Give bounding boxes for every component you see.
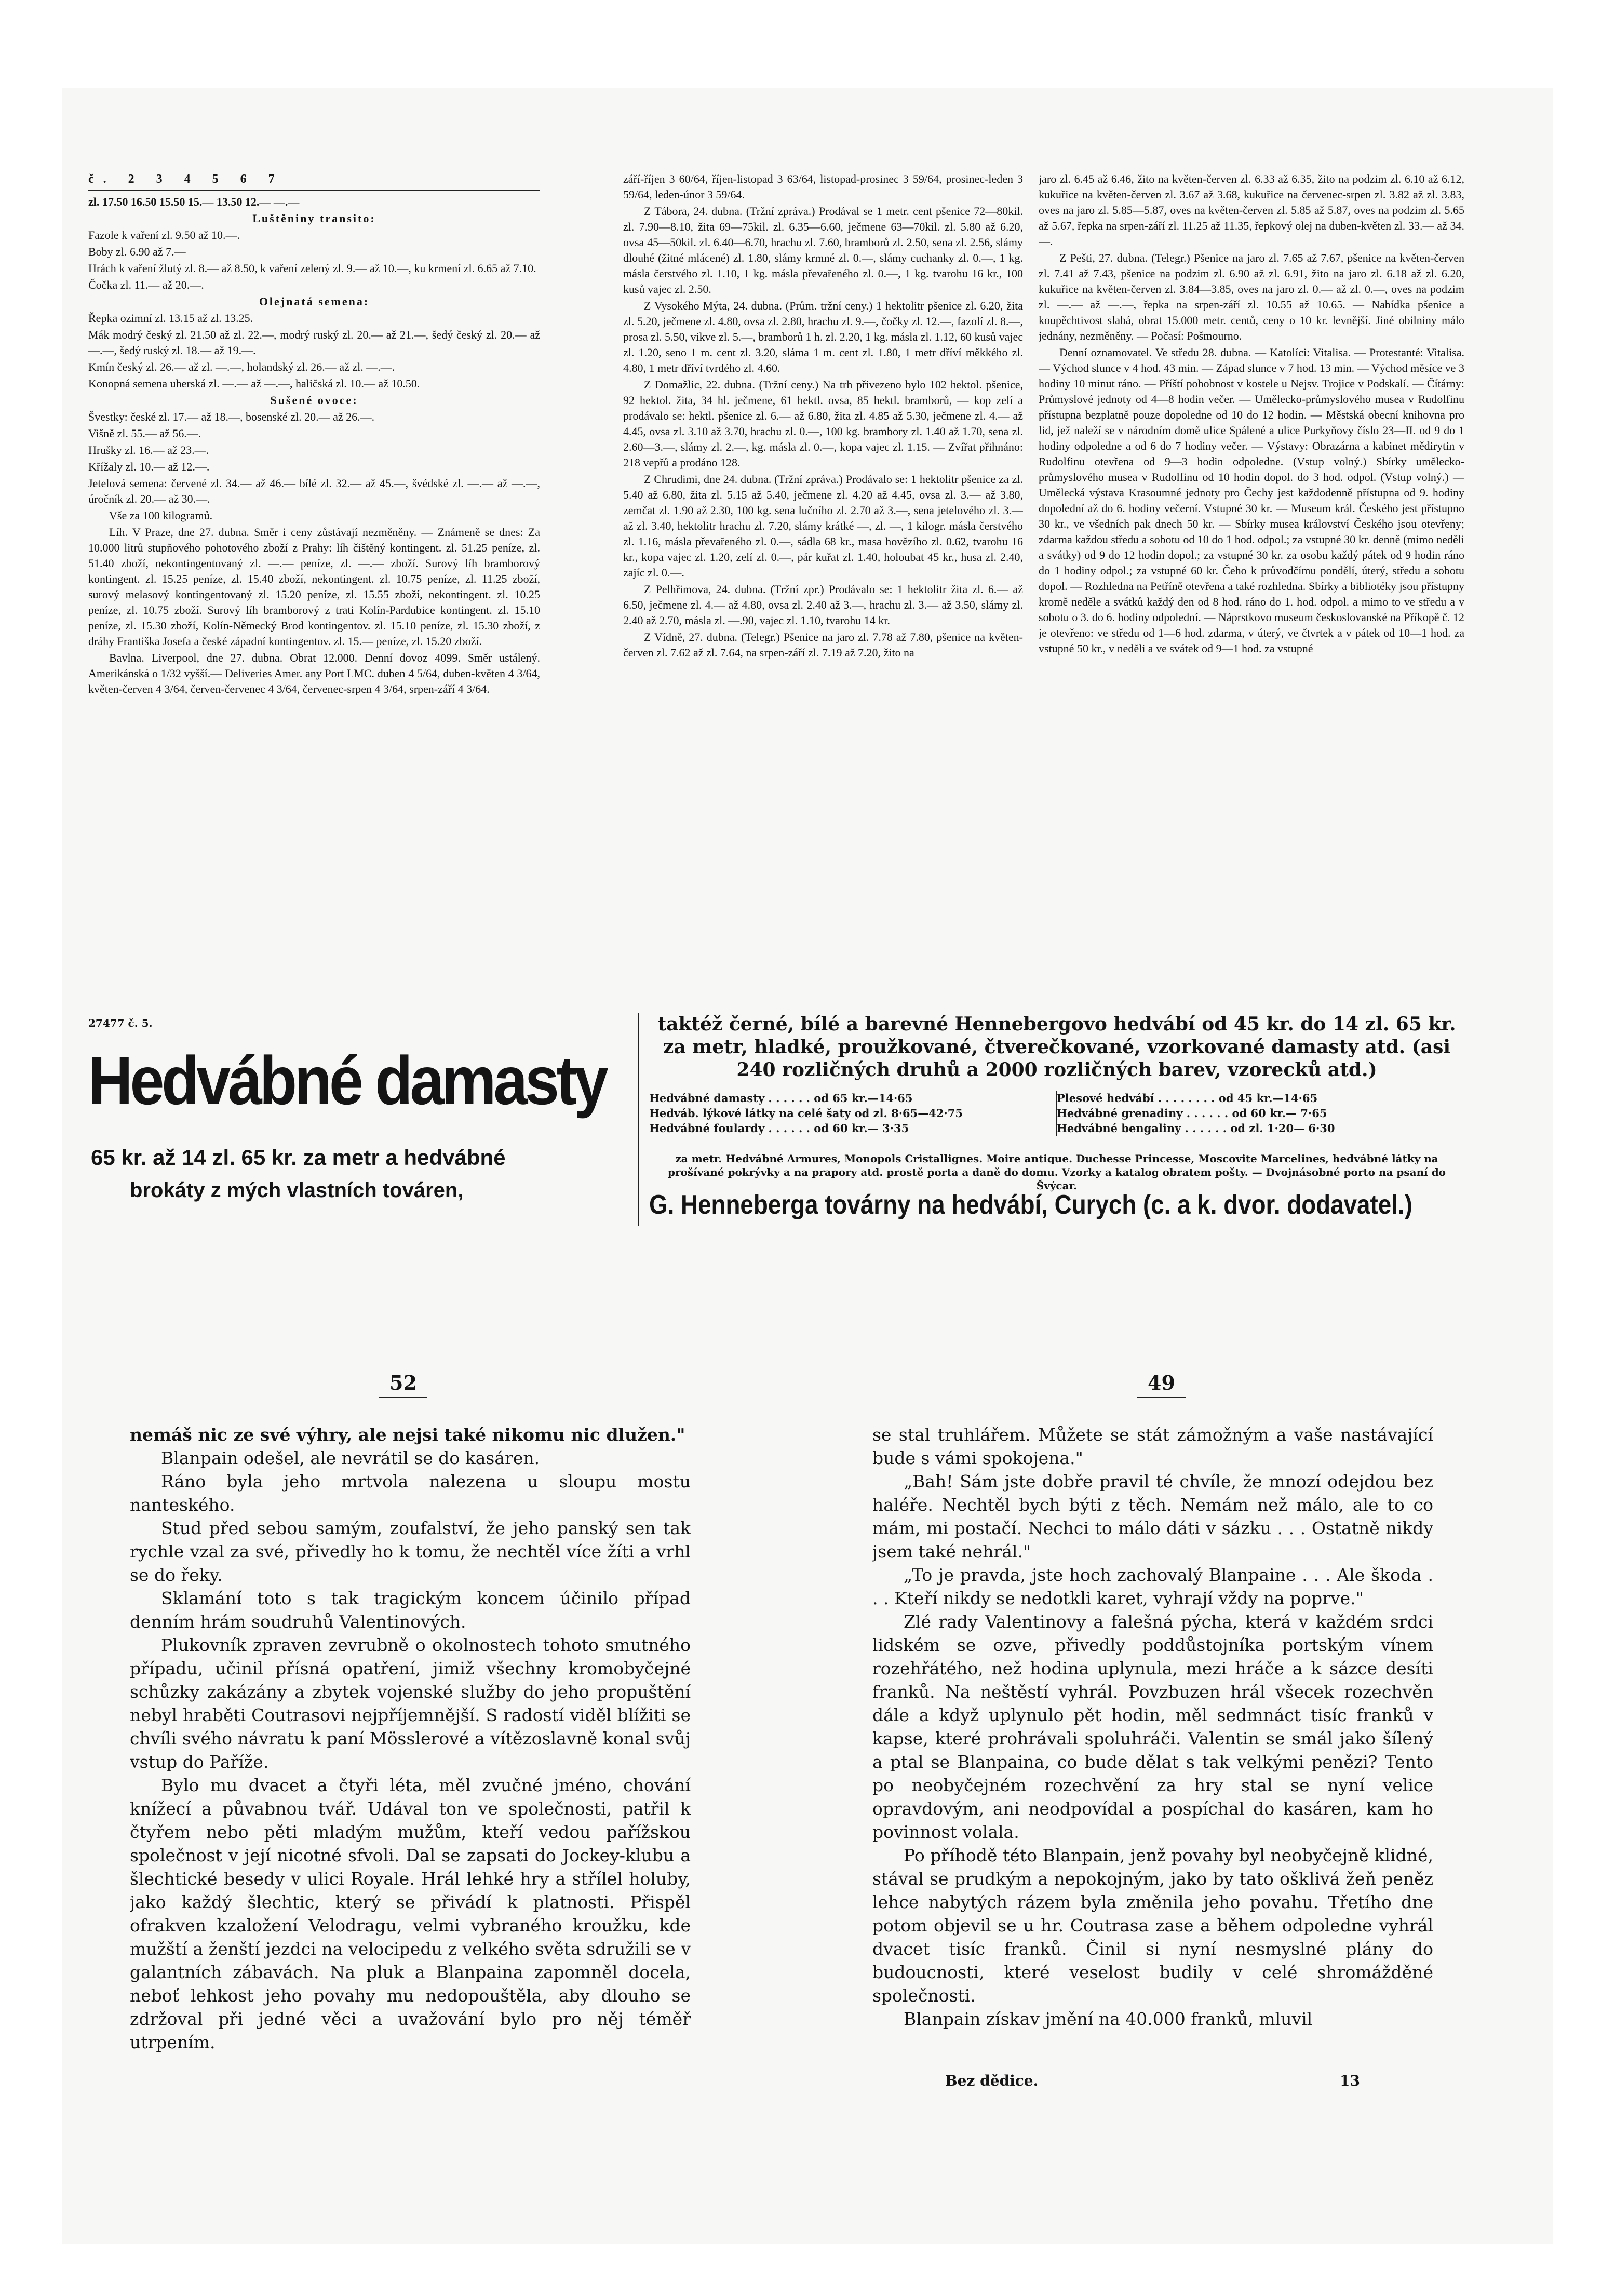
story-paragraph: Po příhodě této Blanpain, jenž povahy byl neobyčejně klidné, stával se prudkým a nepokojným, jako by tato ošklivá žeň peněz lehce nabytých rázem byla změnila jeho povahu. Třetího dne potom objevil se u hr. Coutrasa zase a během odpoledne vyhrál dvacet tisíc franků. Činil si nyní nesmyslné plány do budoucnosti, které veselost budily v celé shromážděné společnosti.: [872, 1845, 1433, 2006]
ad-price-line: 65 kr. až 14 zl. 65 kr. za metr a hedvábné: [91, 1145, 506, 1170]
market-paragraph: Jetelová semena: červené zl. 34.— až 46.— bílé zl. 32.— až 45.—, švédské zl. —.— až —.—, úročník zl. 20.— až 30.—.: [88, 477, 540, 505]
header-rule: [88, 190, 540, 191]
ad-note: za metr. Hedvábné Armures, Monopols Cristallignes. Moire antique. Duchesse Princesse, Moscovite Marcelines, hedvábné látky na prošívané pokrývky a na prapory atd. prostě porta a daně do domu. Vzorky a katalog obratem pošty. — Dvojnásobné porto na psaní do Švýcar.: [667, 1152, 1446, 1192]
market-paragraph: Z Pelhřimova, 24. dubna. (Tržní zpr.) Prodávalo se: 1 hektolitr žita zl. 6.— až 6.50, ječmene zl. 4.— až 4.80, ovsa zl. 2.40 až 3.—, hrachu zl. 3.— až 3.50, slámy zl. 2.40 až 2.70, másla zl. —.90, vajec zl. 1.10, tvarohu 14 kr.: [623, 583, 1023, 627]
story-paragraph: se stal truhlářem. Můžete se stát zámožným a vaše nastávající bude s vámi spokojena.": [872, 1425, 1433, 1468]
market-paragraph: Hrušky zl. 16.— až 23.—.: [88, 444, 209, 456]
ad-company-line: G. Henneberga továrny na hedvábí, Curych (c. a k. dvor. dodavatel.): [649, 1190, 1412, 1220]
market-paragraph: Křížaly zl. 10.— až 12.—.: [88, 460, 210, 473]
ad-number: 27477 č. 5.: [88, 1017, 153, 1029]
market-paragraph: Fazole k vaření zl. 9.50 až 10.—.: [88, 229, 240, 241]
ad-price-table: [649, 1091, 1464, 1136]
market-paragraph: Višně zl. 55.— až 56.—.: [88, 427, 201, 440]
market-paragraph: Denní oznamovatel. Ve středu 28. dubna. — Katolíci: Vitalisa. — Protestanté: Vitalisa. — Východ slunce v 4 hod. 43 min. — Západ slunce v 7 hod. 13 min. — Východ měsíce ve 3 hodiny 10 minut ráno. — Příští pohobnost v kostele u Nejsv. Trojice v Podskalí. — Čítárny: Průmyslové jednoty od 4—8 hodin večer. — Umělecko-průmyslového musea v Rudolfinu přístupna bezplatně pouze dopoledne od 10 do 12 hodin. — Městská obecní knihovna pro lid, jež naleží se v národním domě ulice Spálené a ulice Purkyňovy číslo 23—II. od 9 do 1 hodiny odpoledne a od 6 do 7 hodiny večer. — Výstavy: Obrazárna a kabinet mědirytin v Rudolfinu otevřena od 9—3 hodin odpoledne. (Vstup volný.) Sbírky umělecko-průmyslového musea v Rudolfinu od 10 hodin dopol. do 3 hod. odpol. (Vstup volný.) — Umělecká výstava Krasoumné jednoty pro Čechy jest každodenně přístupna od 9. hodiny dopolední až do 6. hodiny večerní. Vstupné 30 kr. — Museum král. Českého jest přístupno 30 kr., ve všedních pak dnech 50 kr. — Sbírky musea království Českého jsou otevřeny; zdarma každou středu a sobotu od 10 do 1 hod. odpol.; za vstupné 30 kr. denně (mimo neděli a svátky) od 9 do 12 hodin dopol.; za vstupné 30 kr. za osobu každý pátek od 9 hodin ráno do 1 hodiny odpol.; za vstupné 60 kr. Čeho k průvodčímu pondělí, úterý, středu a sobotu dopol. — Rozhledna na Petříně otevřena a také rozhledna. Sbírky a bibliotéky jsou přístupny kromě neděle a svátků každý den od 8 hod. ráno do 1. hod. odpol. a mimo to ve středu a v sobotu o 3. do 6. hodiny odpolední. — Náprstkovo museum českoslovanské na Příkopě č. 12 je otevřeno: ve středu od 1—6 hod. zdarma, v úterý, ve čtvrtek a v pátek od 10—1 hod. za vstupné 50 kr., v neděli a ve svátek od 9—1 hod. za vstupné: [1039, 346, 1464, 655]
ad-lead-text: taktéž černé, bílé a barevné Hennebergovo hedvábí od 45 kr. do 14 zl. 65 kr. za metr, hladké, proužkované, čtverečkované, vzorkované damasty atd. (asi 240 rozličných druhů a 2000 rozličných barev, vzorecků atd.): [657, 1013, 1456, 1081]
market-paragraph: jaro zl. 6.45 až 6.46, žito na květen-červen zl. 6.33 až 6.35, žito na podzim zl. 6.10 až 6.12, kukuřice na květen-červen zl. 3.67 až 3.68, kukuřice na červenec-srpen zl. 3.82 až zl. 3.83, oves na jaro zl. 5.85—5.87, oves na květen-červen zl. 5.85 až 5.87, oves na podzim zl. 5.65 až 5.67, řepka na srpen-září zl. 11.25 až 11.35, řepkový olej na duben-květen zl. 33.— až 34.—.: [1039, 172, 1464, 248]
market-paragraph: Sušené ovoce:: [270, 394, 358, 407]
market-paragraph: Konopná semena uherská zl. —.— až —.—, haličská zl. 10.— až 10.50.: [88, 377, 420, 390]
market-paragraph: Čočka zl. 11.— až 20.—.: [88, 278, 204, 291]
story-paragraph: Plukovník zpraven zevrubně o okolnostech tohoto smutného případu, učinil přísná opatření, jimiž všechny kromobyčejné schůzky zakázány a zbytek vojenské služby do jeho propuštění nebyl hraběti Coutrasovi nejpříjemnější. S radostí viděl blížiti se chvíli svého návratu k paní Mösslerové a vítězoslavně konal svůj vstup do Paříže.: [130, 1635, 691, 1772]
story-column-left: [130, 1423, 691, 2098]
market-paragraph: Kmín český zl. 26.— až zl. —.—, holandský zl. 26.— až zl. —.—.: [88, 360, 395, 373]
market-paragraph: září-říjen 3 60/64, říjen-listopad 3 63/64, listopad-prosinec 3 59/64, prosinec-leden 3 59/64, leden-únor 3 59/64.: [623, 172, 1023, 201]
market-paragraph: Z Chrudimi, dne 24. dubna. (Tržní zpráva.) Prodávalo se: 1 hektolitr pšenice za zl. 5.40 až 6.80, žita zl. 5.15 až 5.40, ječmene zl. 4.20 až 4.45, ovsa zl. 3.— až 3.80, zemčat zl. 1.90 až 2.30, 100 kg. sena lučního zl. 2.70 až 3.—, sena jetelového zl. 3.— až zl. 3.40, hektolitr hrachu zl. 7.20, slámy krátké —, zl. —, 1 kilogr. másla čerstvého zl. 1.16, másla převařeného zl. 0.—, sádla 68 kr., masa hovězího zl. 0.62, tvarohu 16 kr., kopa vajec zl. 1.20, zelí zl. 0.—, pár kuřat zl. 1.40, holoubat 45 kr., husa zl. 2.40, zajíc zl. 0.—.: [623, 473, 1023, 579]
story-paragraph: Sklamání toto s tak tragickým koncem účinilo případ denním hrám soudruhů Valentinových.: [130, 1588, 691, 1632]
market-paragraph: Luštěniny transito:: [252, 212, 376, 225]
ad-title: Hedvábné damasty: [88, 1042, 606, 1119]
market-column-2: [623, 171, 1023, 1002]
market-paragraph: Z Domažlic, 22. dubna. (Tržní ceny.) Na trh přivezeno bylo 102 hektol. pšenice, 92 hektol. žita, 34 hl. ječmene, 61 hektl. ovsa, 85 hektl. bramborů, — kop zelí a prodávalo se: hektl. pšenice zl. 6.— až 6.80, žita zl. 4.85 až 5.30, ječmene zl. 4.— až 4.45, ovsa zl. 3.10 až 3.70, hrachu zl. 0.—, 100 kg. brambory zl. 1.40 až 1.70, sena zl. 2.60—3.—, slámy zl. 2.—, kg. másla zl. 0.—, kopa vajec zl. 1.15. — Zvířat přihnáno: 218 vepřů a prodáno 128.: [623, 378, 1023, 469]
story-paragraph: Bylo mu dvacet a čtyři léta, měl zvučné jméno, chování knížecí a půvabnou tvář. Udával ton ve společnosti, patřil k čtyřem nebo pěti mladým mužům, kteří vedou pařížskou společnost v její nicotné sfvoli. Dal se zapsati do Jockey-klubu a šlechtické besedy v ulici Royale. Hrál lehké hry a střílel holuby, jako každý šlechtic, který se přivádí k platnosti. Přispěl ofrakven kzaložení Velodragu, velmi vybraného kroužku, kde mužští a ženští jezdci na velocipedu z velkého světa sdružili se v galantních zábavách. Na pluk a Blanpaina zapomněl docela, neboť lehkost jeho povahy mu nedopouštěla, aby dlouho se zdržoval při jedné věci a uvažování bylo pro něj téměř utrpením.: [130, 1775, 691, 2052]
ad-price-cell: Plesové hedvábí . . . . . . . . od 45 kr.—14·65: [1057, 1092, 1318, 1105]
ad-left-panel: [83, 1013, 639, 1226]
story-paragraph: Blanpain odešel, ale nevrátil se do kasáren.: [161, 1448, 540, 1468]
market-paragraph: Hrách k vaření žlutý zl. 8.— až 8.50, k vaření zelený zl. 9.— až 10.—, ku krmení zl. 6.65 až 7.10.: [88, 262, 536, 275]
ad-price-cell: Hedvábné damasty . . . . . . od 65 kr.—14·65: [649, 1091, 1057, 1106]
silk-advertisement: [83, 1013, 1464, 1231]
story-paragraph: nemáš nic ze své výhry, ale nejsi také nikomu nic dlužen.": [130, 1425, 685, 1445]
market-paragraph: Z Vídně, 27. dubna. (Telegr.) Pšenice na jaro zl. 7.78 až 7.80, pšenice na květen-červen zl. 7.62 až zl. 7.64, na srpen-září zl. 7.19 až 7.20, žito na: [623, 630, 1023, 659]
footer-page-number: 13: [1340, 2072, 1360, 2089]
story-column-right: [872, 1423, 1433, 2098]
ad-right-panel: [649, 1013, 1464, 1226]
story-paragraph: „To je pravda, jste hoch zachovalý Blanpaine . . . Ale škoda . . . Kteří nikdy se nedotkli karet, vyhrají vždy na poprve.": [872, 1565, 1433, 1608]
ad-price-row: [649, 1106, 1464, 1121]
ad-sub-line: brokáty z mých vlastních továren,: [130, 1179, 464, 1202]
market-paragraph: Bavlna. Liverpool, dne 27. dubna. Obrat 12.000. Denní dovoz 4099. Směr ustálený. Amerikánská o 1/32 vyšší.— Deliveries Amer. any Port LMC. duben 4 5/64, duben-květen 4 3/64, květen-červen 4 3/64, červen-červenec 4 3/64, červenec-srpen 4 3/64, srpen-září 4 3/64.: [88, 651, 540, 695]
market-paragraph: Boby zl. 6.90 až 7.—: [88, 245, 186, 258]
ad-price-cell: Hedváb. lýkové látky na celé šaty od zl. 8·65—42·75: [649, 1106, 1057, 1121]
market-paragraph: Líh. V Praze, dne 27. dubna. Směr i ceny zůstávají nezměněny. — Známeně se dnes: Za 10.000 litrů stupňového pohotového zboží z Prahy: líh čištěný kontingent. zl. 51.25 peníze, zl. 51.40 zboží, nekontingentovaný zl. —.— peníze, zl. —.— zboží. Surový líh bramborový kontingent. zl. 15.25 peníze, zl. 15.40 zboží, nekontingent. zl. 10.75 peníze, zl. 11.25 zboží, surový melasový kontingentovaný zl. 15.20 peníze, zl. 15.55 zboží, nekontingent. zl. 10.25 peníze, zl. 10.75 zboží. Surový líh bramborový z trati Kolín-Pardubice kontingent. zl. 15.10 peníze, zl. 15.30 zboží, Kolín-Německý Brod kontingentov. zl. 15.10 peníze, zl. 15.30 zboží, z dráhy Františka Josefa a české západní kontingentov. zl. 15.— peníze, zl. 15.20 zboží.: [88, 526, 540, 648]
page-number-right: 49: [1137, 1371, 1186, 1398]
ad-price-row: [649, 1091, 1464, 1106]
market-column-1: [88, 171, 540, 1002]
market-paragraph: Z Pešti, 27. dubna. (Telegr.) Pšenice na jaro zl. 7.65 až 7.67, pšenice na květen-červen zl. 7.41 až 7.43, pšenice na podzim zl. 6.90 až zl. 6.91, žito na jaro zl. 6.18 až zl. 6.20, kukuřice na květen-červen zl. 3.84—3.85, oves na jaro zl. 0.— až zl. 0.—, oves na podzim zl. —.— až —.—, řepka na srpen-září zl. 10.55 až 10.65. — Nabídka pšenice a koupěchtivost slabá, obrat 15.000 metr. centů, ceny o 10 kr. levnější. Jiné obilniny málo jednány, nezměněny. — Počasí: Pošmourno.: [1039, 251, 1464, 342]
grade-header-numbers: č. 2 3 4 5 6 7: [88, 172, 284, 186]
footer-title: Bez dědice.: [945, 2072, 1039, 2089]
ad-price-cell: Hedvábné grenadiny . . . . . . od 60 kr.— 7·65: [1057, 1107, 1327, 1120]
page-number-left: 52: [379, 1371, 427, 1398]
market-paragraph: Olejnatá semena:: [259, 295, 370, 308]
story-paragraph: Ráno byla jeho mrtvola nalezena u sloupu mostu nanteského.: [130, 1471, 691, 1515]
story-paragraph: Blanpain získav jmění na 40.000 franků, mluvil: [904, 2009, 1313, 2029]
market-column-3: [1039, 171, 1464, 1002]
market-paragraph: Švestky: české zl. 17.— až 18.—, bosenské zl. 20.— až 26.—.: [88, 410, 375, 423]
market-paragraph: Řepka ozimní zl. 13.15 až zl. 13.25.: [88, 312, 253, 325]
ad-price-cell: Hedvábné bengaliny . . . . . . od zl. 1·20— 6·30: [1057, 1122, 1335, 1135]
market-paragraph: Vše za 100 kilogramů.: [109, 509, 213, 522]
story-paragraph: Zlé rady Valentinovy a falešná pýcha, která v každém srdci lidském se ozve, přivedly poddůstojníka portským vínem rozehřátého, než hodina uplynula, mezi hráče a k sázce desíti franků. Na neštěstí vyhrál. Povzbuzen hrál všecek rozechvěn dále a když uplynulo pět hodin, měl sedmnáct tisíc franků v kapse, které prohrávali spoluhráči. Valentin se smál jako šílený a ptal se Blanpaina, co bude dělat s tak velkými penězi? Tento po neobyčejném rozechvění za hry stal se nyní velice opravdovým, ani neodpovídal a pospíchal do kasáren, kam ho povinnost volala.: [872, 1612, 1433, 1842]
grade-price-row: zl. 17.50 16.50 15.50 15.— 13.50 12.— —.—: [88, 195, 300, 208]
market-paragraph: Z Tábora, 24. dubna. (Tržní zpráva.) Prodával se 1 metr. cent pšenice 72—80kil. zl. 7.90—8.10, žita 69—75kil. zl. 6.35—6.60, ječmene 63—70kil. zl. 5.80 až 6.20, ovsa 45—50kil. zl. 6.40—6.70, hrachu zl. 7.60, bramborů zl. 2.50, sena zl. 2.56, slámy dlouhé (žitné mlácené) zl. 1.80, slámy krmné zl. 0.—, slámy cuchanky zl. 0.—, 1 kg. másla čerstvého zl. 1.10, 1 kg. másla převařeného zl. 0.—, 1 kg. tvarohu 16 kr., 100 kusů vajec zl. 2.50.: [623, 205, 1023, 296]
ad-price-cell: Hedvábné foulardy . . . . . . od 60 kr.— 3·35: [649, 1121, 1057, 1136]
story-paragraph: „Bah! Sám jste dobře pravil té chvíle, že mnozí odejdou bez haléře. Nechtěl bych býti z těch. Nemám než málo, ale to co mám, mi postačí. Nechci to málo dáti v sázku . . . Ostatně nikdy jsem také nehrál.": [872, 1471, 1433, 1562]
ad-price-row: [649, 1121, 1464, 1136]
story-paragraph: Stud před sebou samým, zoufalství, že jeho panský sen tak rychle vzal za své, přivedly ho k tomu, že nechtěl více žíti a vrhl se do řeky.: [130, 1518, 691, 1585]
market-paragraph: Mák modrý český zl. 21.50 až zl. 22.—, modrý ruský zl. 20.— až 21.—, šedý český zl. 20.— až —.—, šedý ruský zl. 18.— až 19.—.: [88, 328, 540, 357]
market-paragraph: Z Vysokého Mýta, 24. dubna. (Prům. tržní ceny.) 1 hektolitr pšenice zl. 6.20, žita zl. 5.20, ječmene zl. 4.80, ovsa zl. 2.80, hrachu zl. 9.—, čočky zl. 12.—, fazolí zl. 8.—, prosa zl. 5.50, vikve zl. 5.—, bramborů 1 h. zl. 2.20, 1 kg. másla zl. 1.12, 60 kusů vajec zl. 1.20, seno 1 m. cent zl. 3.20, sláma 1 m. cent zl. 1.80, 1 metr dříví měkkého zl. 4.80, 1 metr dříví tvrdého zl. 4.60.: [623, 299, 1023, 374]
